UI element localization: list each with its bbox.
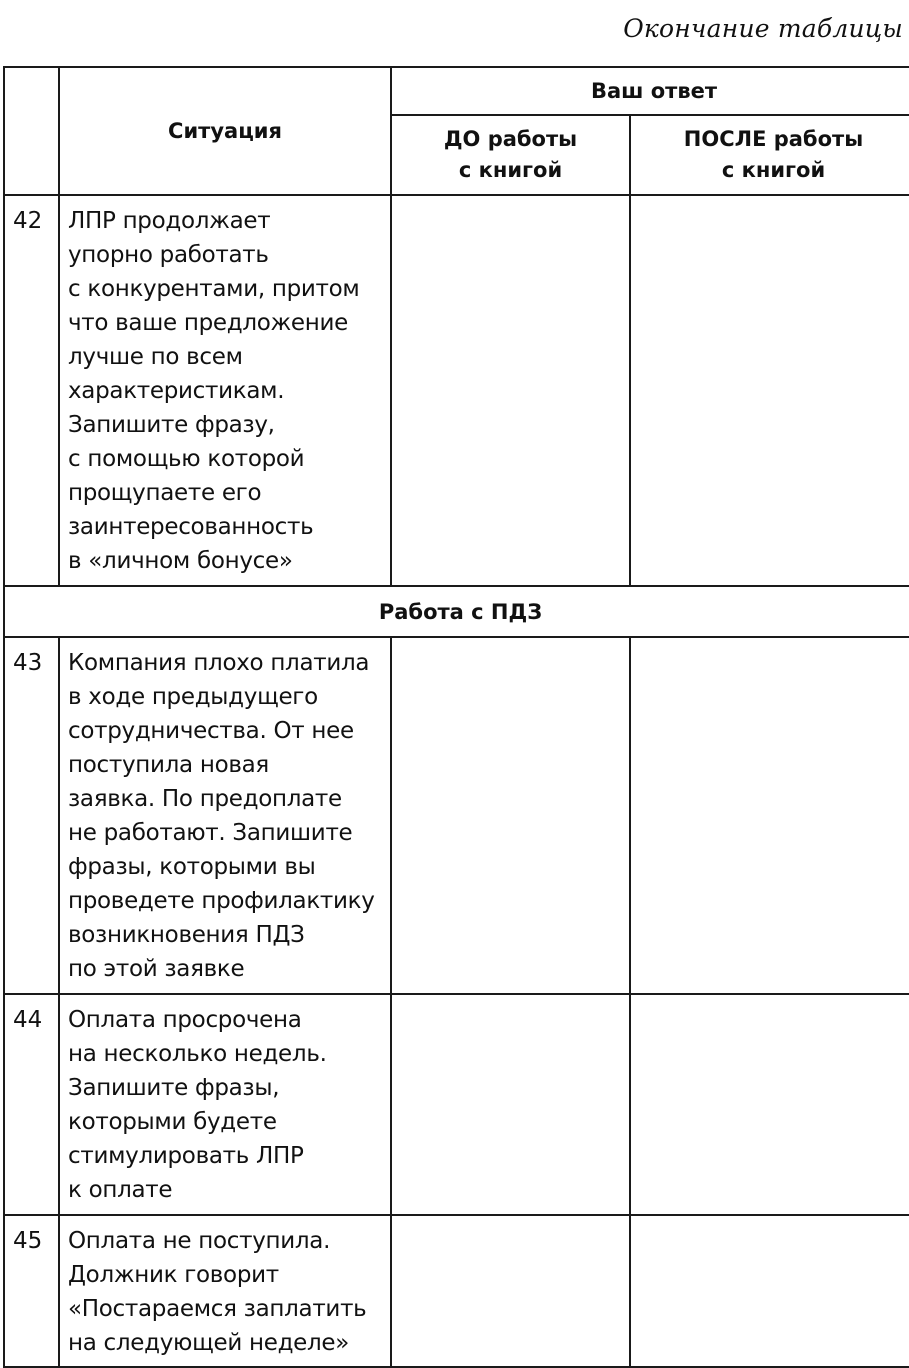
- row-number: 42: [4, 195, 59, 586]
- situation-text: ЛПР продолжает упорно работать с конкурентами, притом что ваше предложение лучше по всем характеристикам. Запишите фразу, с помощью которой прощупаете его заинтересованность в «личном бонусе»: [59, 195, 391, 586]
- answer-before-cell[interactable]: [391, 1215, 630, 1367]
- table-row: [4, 637, 909, 994]
- table-row: [4, 994, 909, 1215]
- answer-after-cell[interactable]: [630, 195, 909, 586]
- situation-text: Оплата просрочена на несколько недель. Запишите фразы, которыми будете стимулировать ЛПР к оплате: [59, 994, 391, 1215]
- table-continuation-caption: Окончание таблицы: [623, 14, 903, 43]
- answer-before-cell[interactable]: [391, 195, 630, 586]
- header-number-cell: [4, 67, 59, 195]
- row-number: 43: [4, 637, 59, 994]
- row-number: 45: [4, 1215, 59, 1367]
- header-after-reading: ПОСЛЕ работы с книгой: [630, 115, 909, 195]
- row-number: 44: [4, 994, 59, 1215]
- answer-after-cell[interactable]: [630, 637, 909, 994]
- answer-after-cell[interactable]: [630, 994, 909, 1215]
- header-situation: Ситуация: [59, 67, 391, 195]
- header-row-top: [4, 67, 909, 115]
- section-title: Работа с ПДЗ: [4, 586, 909, 637]
- answer-before-cell[interactable]: [391, 637, 630, 994]
- table-row: [4, 1215, 909, 1367]
- table-row: [4, 195, 909, 586]
- header-before-reading: ДО работы с книгой: [391, 115, 630, 195]
- exercise-table: [3, 66, 909, 1368]
- section-row: [4, 586, 909, 637]
- situation-text: Оплата не поступила. Должник говорит «Постараемся заплатить на следующей неделе»: [59, 1215, 391, 1367]
- answer-after-cell[interactable]: [630, 1215, 909, 1367]
- header-your-answer: Ваш ответ: [391, 67, 909, 115]
- situation-text: Компания плохо платила в ходе предыдущего сотрудничества. От нее поступила новая заявка. По предоплате не работают. Запишите фразы, которыми вы проведете профилактику возникновения ПДЗ по этой заявке: [59, 637, 391, 994]
- answer-before-cell[interactable]: [391, 994, 630, 1215]
